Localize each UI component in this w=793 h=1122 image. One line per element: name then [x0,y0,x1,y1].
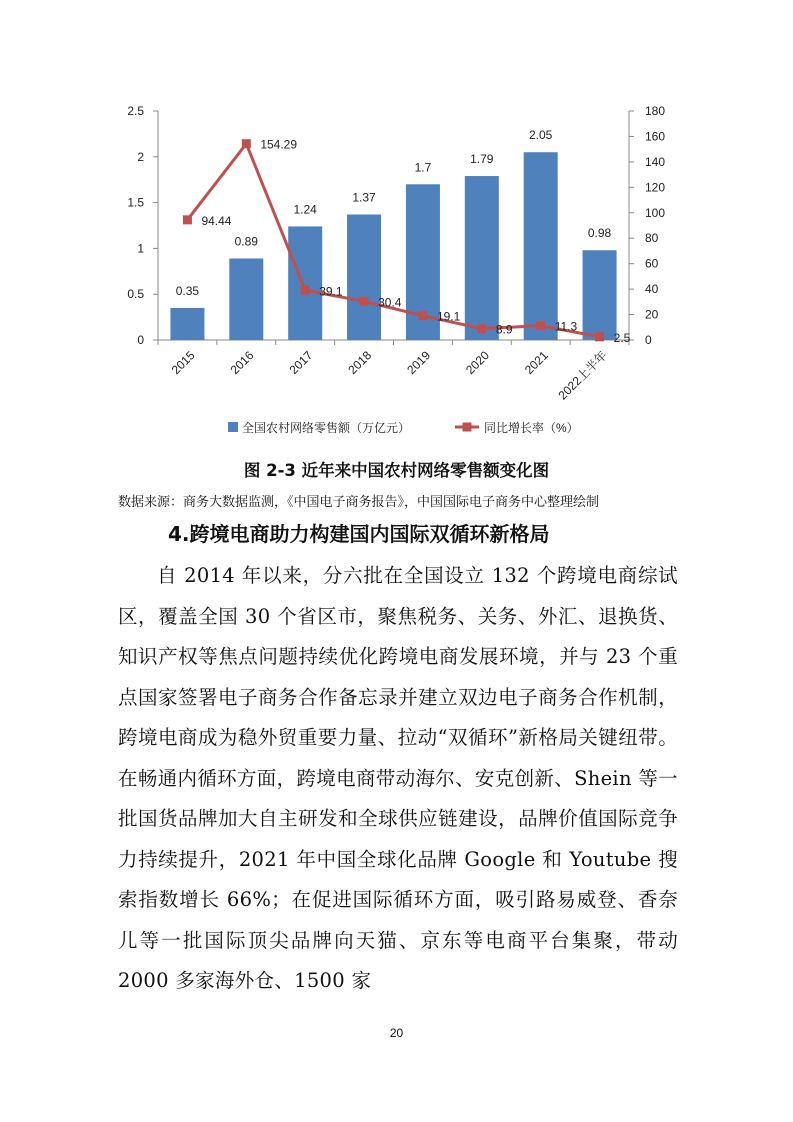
y-left-tick-label: 0.5 [127,287,144,302]
bar [229,258,263,340]
bar-data-label: 0.89 [234,234,258,249]
y-right-tick-label: 60 [645,256,659,271]
bar [347,215,381,340]
legend-bar-label: 全国农村网络零售额（万亿元） [242,421,411,435]
x-tick-label: 2015 [168,348,198,378]
bar-data-label: 2.05 [529,128,553,143]
line-data-label: 19.1 [436,309,461,324]
bar-data-label: 0.35 [175,283,200,298]
body-paragraph-block [118,556,678,1002]
bar-data-label: 0.98 [587,226,612,241]
growth-rate-marker [477,324,486,333]
bar [524,152,558,340]
y-right-tick-label: 80 [645,231,659,246]
section-heading: 4.跨境电商助力构建国内国际双循环新格局 [168,522,550,546]
growth-rate-marker [360,297,369,306]
y-right-tick-label: 20 [645,307,659,322]
y-right-tick-label: 140 [645,154,666,169]
bar [288,226,322,340]
line-data-label: 11.3 [554,319,578,334]
bar-data-label: 1.37 [352,190,376,205]
growth-rate-marker [536,321,545,330]
y-left-tick-label: 1 [137,241,144,256]
x-tick-label: 2018 [345,348,375,378]
bar-data-label: 1.7 [414,160,432,175]
line-data-label: 30.4 [378,295,402,310]
x-tick-label: 2017 [286,348,316,378]
y-right-tick-label: 160 [645,129,666,144]
x-tick-label: 2020 [463,348,492,378]
y-right-tick-label: 120 [645,180,666,195]
growth-rate-marker [242,139,251,148]
line-data-label: 2.5 [613,330,631,345]
bar-data-label: 1.24 [293,202,317,217]
figure-caption: 图 2-3 近年来中国农村网络零售额变化图 [243,461,550,480]
line-data-label: 94.44 [201,213,232,228]
y-right-tick-label: 0 [645,333,652,347]
x-tick-label: 2019 [404,348,434,378]
line-data-label: 39.1 [319,284,343,299]
data-source-note: 数据来源：商务大数据监测，《中国电子商务报告》，中国国际电子商务中心整理绘制 [118,495,600,510]
growth-rate-marker [183,215,192,224]
y-right-tick-label: 100 [645,205,666,220]
y-right-tick-label: 40 [645,282,659,297]
legend-line-label: 同比增长率（%） [484,421,579,435]
line-data-label: 154.29 [260,137,298,152]
x-tick-label: 2021 [522,348,551,378]
growth-rate-marker [418,311,427,320]
y-left-tick-label: 2.5 [127,104,144,118]
rural-online-retail-chart [0,0,793,450]
y-right-tick-label: 180 [645,104,666,118]
line-data-label: 8.9 [495,322,513,337]
body-paragraph: 自 2014 年以来，分六批在全国设立 132 个跨境电商综试区，覆盖全国 30 个省区市，聚焦税务、关务、外汇、退换货、知识产权等焦点问题持续优化跨境电商发展环境，并与 23 个重点国家签署电子商务合作备忘录并建立双边电子商务合作机制，跨境电商成为稳外贸重要力量、拉动“双循环”新格局关键纽带。在畅通内循环方面，跨境电商带动海尔、安克创新、Shein 等一批国货品牌加大自主研发和全球供应链建设，品牌价值国际竞争力持续提升，2021 年中国全球化品牌 Google 和 Youtube 搜索指数增长 66%；在促进国际循环方面，吸引路易威登、香奈儿等一批国际顶尖品牌向天猫、京东等电商平台集聚，带动 2000 多家海外仓、1500 家 [118,564,678,992]
x-tick-label: 2016 [227,348,257,378]
growth-rate-marker [595,332,604,341]
y-left-tick-label: 0 [137,333,144,347]
bar [465,176,499,340]
y-left-tick-label: 2 [137,149,144,164]
legend-line-marker [463,423,472,432]
bar [170,308,204,340]
growth-rate-marker [301,286,310,295]
legend-bar-swatch [228,422,238,432]
bar [583,250,617,340]
bar-data-label: 1.79 [470,152,494,167]
y-left-tick-label: 1.5 [127,195,144,210]
page-number: 20 [389,1026,404,1040]
x-tick-label: 2022上半年 [555,348,610,403]
